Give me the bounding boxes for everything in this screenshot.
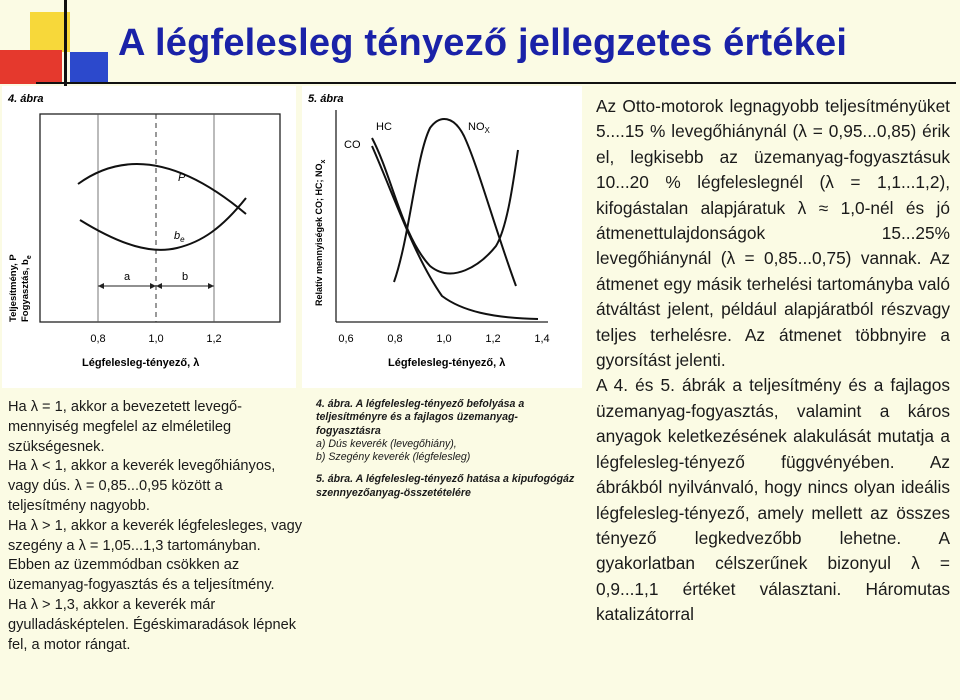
caption-fig4-title: 4. ábra. A légfelesleg-tényező befolyása a teljesítményre és a fajlagos üzemanyag-fogyasztásra [316, 398, 525, 437]
figure-4-xtick: 0,8 [90, 333, 106, 345]
figure-4-ylabel [8, 254, 33, 322]
deco-vertical-line [64, 0, 67, 92]
figure-5-label: 5. ábra [308, 93, 344, 105]
caption-fig4-b: b) Szegény keverék (légfelesleg) [316, 451, 471, 464]
figure-4-curve-be [80, 198, 246, 250]
left-text-block [8, 398, 304, 655]
caption-fig4-a: a) Dús keverék (levegőhiány), [316, 437, 457, 450]
figure-5-chart [302, 86, 582, 388]
figure-5-xtick: 0,8 [387, 333, 403, 345]
figure-4-ylabel-line2: Fogyasztás, $b_e$ [20, 255, 33, 322]
figure-4-curve-be-label: $b_e$ [174, 230, 185, 244]
figure-5-ylabel-text: Relatív mennyiségek CO; HC; $NO_x$ [314, 159, 327, 306]
deco-blue-square [70, 52, 108, 84]
figure-4-frame [40, 114, 280, 322]
right-text-paragraph: Az Otto-motorok legnagyobb teljesítményüket 5....15 % levegőhiánynál (λ = 0,95...0,85) érik el, legkisebb az üzemanyag-fogyasztásuk 10...20 % légfeleslegnél (λ = 1,1...1,2), kifogástalan alapjáratuk λ ≈ 1,0-nél és jó átmenettulajdonságok 15...25% levegőhiánynál (λ = 0,85...0,75) vannak. Az átmenet egy másik terhelési tartományba való átváltást jelent, például alapjáratból részvagy teljes terhelésre. Az átmenet többnyire a gyorsítást jelenti. [596, 96, 950, 371]
left-text-paragraph: Ha λ > 1,3, akkor a keverék már gyulladásképtelen. Égéskimaradások lépnek fel, a motor rángat. [8, 596, 296, 653]
figure-captions [316, 398, 580, 500]
figure-5-series-hc-label: HC [376, 121, 392, 133]
figure-5-xlabel: Légfelesleg-tényező, λ [388, 357, 506, 369]
figure-4-region-a-label: a [123, 271, 131, 283]
right-text-block [596, 94, 950, 628]
figure-5-series-co-label: CO [344, 139, 361, 151]
figure-4-xtick: 1,0 [148, 333, 164, 345]
figure-5-xtick: 1,4 [534, 333, 550, 345]
figure-4-chart [2, 86, 296, 388]
caption-fig5-title: 5. ábra. A légfelesleg-tényező hatása a kipufogógáz szennyezőanyag-összetételére [316, 473, 575, 499]
left-text-paragraph: Ha λ > 1, akkor a keverék légfelesleges, vagy szegény a λ = 1,05...1,3 tartományban. Ebben az üzemmódban csökken az üzemanyag-fogyasztás és a teljesítmény. [8, 517, 303, 594]
figure-4-label: 4. ábra [8, 93, 44, 105]
figure-5-series-nox-label: $NO_X$ [468, 121, 490, 135]
left-text-paragraph: Ha λ < 1, akkor a keverék levegőhiányos, vagy dús. λ = 0,85...0,95 között a teljesítmény nagyobb. [8, 458, 276, 514]
figure-4-ylabel-line1: Teljesítmény, P [8, 254, 19, 322]
figure-5-curve-nox [394, 119, 516, 286]
figure-4-xtick: 1,2 [206, 333, 222, 345]
page-title: A légfelesleg tényező jellegzetes értékei [118, 22, 848, 64]
right-text-paragraph: A 4. és 5. ábrák a teljesítmény és a fajlagos üzemanyag-fogyasztás, valamint a káros anyagok keletkezésének alakulását mutatja a légfelesleg-tényező függvényében. Az ábrákból nyilvánvaló, hogy nincs olyan ideális légfelesleg-tényező, amely mellett az összes tényező legkedvezőbb lehetne. A gyakorlatban célszerűnek bizonyul λ = 0,9...1,1 értéket választani. Háromutas katalizátorral [596, 375, 950, 625]
figure-5-curve-hc [372, 138, 518, 273]
figure-4-curve-p-label: P [178, 172, 186, 184]
figure-5-ylabel [314, 159, 327, 306]
figure-5-xtick: 0,6 [338, 333, 354, 345]
figure-5-xtick: 1,2 [485, 333, 501, 345]
figure-5-xtick: 1,0 [436, 333, 452, 345]
figure-5-panel [302, 86, 582, 388]
figure-4-xlabel: Légfelesleg-tényező, λ [82, 357, 200, 369]
deco-horizontal-line [36, 82, 956, 84]
figure-4-panel [2, 86, 296, 388]
deco-red-square [0, 50, 62, 84]
figure-4-curve-p [78, 164, 246, 214]
figure-5-curve-co [372, 146, 538, 319]
figure-4-region-b-label: b [181, 271, 189, 283]
left-text-paragraph: Ha λ = 1, akkor a bevezetett levegő-mennyiség megfelel az elméletileg szükségesnek. [8, 399, 243, 455]
